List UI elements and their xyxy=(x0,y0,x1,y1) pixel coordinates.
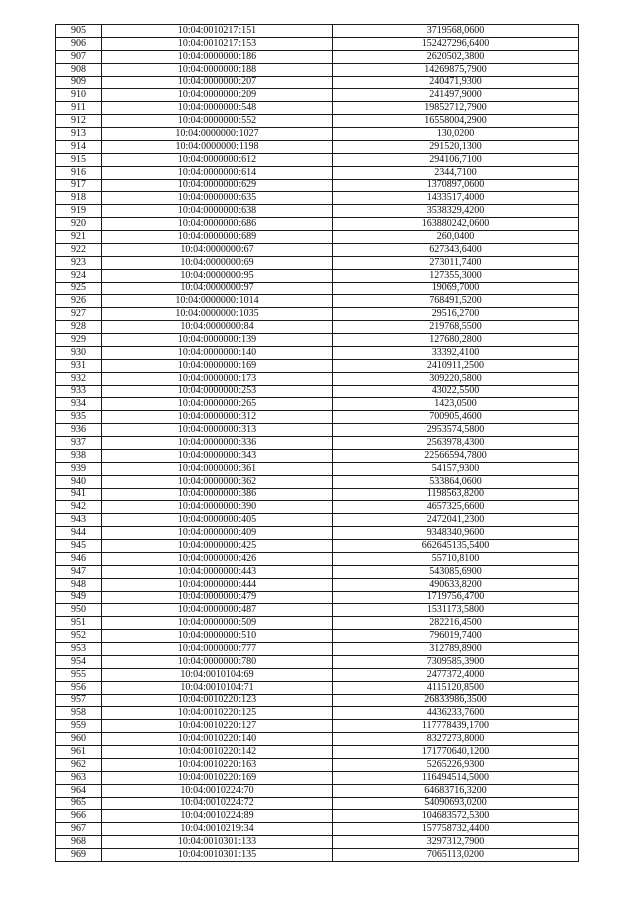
cadastral-number-cell: 10:04:0000000:443 xyxy=(102,565,333,578)
table-row xyxy=(56,205,579,218)
table-row xyxy=(56,243,579,256)
cadastral-number-cell: 10:04:0000000:1027 xyxy=(102,128,333,141)
value-cell: 796019,7400 xyxy=(333,630,579,643)
value-cell: 4657325,6600 xyxy=(333,501,579,514)
row-number-cell: 932 xyxy=(56,372,102,385)
cadastral-number-cell: 10:04:0000000:405 xyxy=(102,514,333,527)
cadastral-number-cell: 10:04:0000000:777 xyxy=(102,643,333,656)
value-cell: 294106,7100 xyxy=(333,153,579,166)
cadastral-number-cell: 10:04:0000000:686 xyxy=(102,218,333,231)
table-row xyxy=(56,37,579,50)
table-row xyxy=(56,411,579,424)
cadastral-number-cell: 10:04:0010301:133 xyxy=(102,836,333,849)
value-cell: 26833986,3500 xyxy=(333,694,579,707)
cadastral-number-cell: 10:04:0000000:336 xyxy=(102,437,333,450)
row-number-cell: 933 xyxy=(56,385,102,398)
value-cell: 241497,9000 xyxy=(333,89,579,102)
cadastral-number-cell: 10:04:0000000:1198 xyxy=(102,140,333,153)
table-row xyxy=(56,166,579,179)
cadastral-number-cell: 10:04:0000000:509 xyxy=(102,617,333,630)
table-row xyxy=(56,50,579,63)
cadastral-number-cell: 10:04:0010220:127 xyxy=(102,720,333,733)
value-cell: 273011,7400 xyxy=(333,256,579,269)
table-row xyxy=(56,231,579,244)
value-cell: 33392,4100 xyxy=(333,346,579,359)
row-number-cell: 965 xyxy=(56,797,102,810)
value-cell: 117778439,1700 xyxy=(333,720,579,733)
value-cell: 260,0400 xyxy=(333,231,579,244)
value-cell: 2344,7100 xyxy=(333,166,579,179)
table-row xyxy=(56,707,579,720)
table-row xyxy=(56,256,579,269)
table-row xyxy=(56,128,579,141)
table-row xyxy=(56,295,579,308)
row-number-cell: 960 xyxy=(56,733,102,746)
table-row xyxy=(56,334,579,347)
row-number-cell: 969 xyxy=(56,849,102,862)
table-row xyxy=(56,385,579,398)
row-number-cell: 916 xyxy=(56,166,102,179)
cadastral-number-cell: 10:04:0000000:614 xyxy=(102,166,333,179)
table-row xyxy=(56,643,579,656)
cadastral-number-cell: 10:04:0010224:89 xyxy=(102,810,333,823)
table-row xyxy=(56,102,579,115)
row-number-cell: 913 xyxy=(56,128,102,141)
value-cell: 152427296,6400 xyxy=(333,37,579,50)
row-number-cell: 947 xyxy=(56,565,102,578)
value-cell: 9348340,9600 xyxy=(333,527,579,540)
table-row xyxy=(56,140,579,153)
table-row xyxy=(56,282,579,295)
row-number-cell: 944 xyxy=(56,527,102,540)
row-number-cell: 946 xyxy=(56,552,102,565)
row-number-cell: 942 xyxy=(56,501,102,514)
row-number-cell: 959 xyxy=(56,720,102,733)
cadastral-number-cell: 10:04:0000000:629 xyxy=(102,179,333,192)
row-number-cell: 919 xyxy=(56,205,102,218)
row-number-cell: 956 xyxy=(56,681,102,694)
value-cell: 19069,7000 xyxy=(333,282,579,295)
cadastral-number-cell: 10:04:0000000:361 xyxy=(102,462,333,475)
value-cell: 3297312,7900 xyxy=(333,836,579,849)
table-row xyxy=(56,179,579,192)
table-row xyxy=(56,514,579,527)
cadastral-number-cell: 10:04:0000000:635 xyxy=(102,192,333,205)
row-number-cell: 906 xyxy=(56,37,102,50)
value-cell: 2472041,2300 xyxy=(333,514,579,527)
table-row xyxy=(56,771,579,784)
value-cell: 1719756,4700 xyxy=(333,591,579,604)
value-cell: 2477372,4000 xyxy=(333,668,579,681)
value-cell: 54090693,0200 xyxy=(333,797,579,810)
row-number-cell: 926 xyxy=(56,295,102,308)
cadastral-number-cell: 10:04:0000000:188 xyxy=(102,63,333,76)
value-cell: 116494514,5000 xyxy=(333,771,579,784)
value-cell: 4115120,8500 xyxy=(333,681,579,694)
table-row xyxy=(56,604,579,617)
table-row xyxy=(56,359,579,372)
value-cell: 2953574,5800 xyxy=(333,424,579,437)
value-cell: 55710,8100 xyxy=(333,552,579,565)
row-number-cell: 924 xyxy=(56,269,102,282)
row-number-cell: 915 xyxy=(56,153,102,166)
value-cell: 163880242,0600 xyxy=(333,218,579,231)
cadastral-number-cell: 10:04:0000000:689 xyxy=(102,231,333,244)
row-number-cell: 907 xyxy=(56,50,102,63)
table-row xyxy=(56,192,579,205)
row-number-cell: 945 xyxy=(56,540,102,553)
cadastral-number-cell: 10:04:0000000:612 xyxy=(102,153,333,166)
table-row xyxy=(56,552,579,565)
cadastral-number-cell: 10:04:0000000:780 xyxy=(102,655,333,668)
row-number-cell: 930 xyxy=(56,346,102,359)
row-number-cell: 943 xyxy=(56,514,102,527)
table-row xyxy=(56,668,579,681)
value-cell: 219768,5500 xyxy=(333,321,579,334)
row-number-cell: 952 xyxy=(56,630,102,643)
table-row xyxy=(56,797,579,810)
cadastral-number-cell: 10:04:0000000:1014 xyxy=(102,295,333,308)
cadastral-number-cell: 10:04:0000000:362 xyxy=(102,475,333,488)
value-cell: 2620502,3800 xyxy=(333,50,579,63)
row-number-cell: 917 xyxy=(56,179,102,192)
row-number-cell: 962 xyxy=(56,758,102,771)
table-row xyxy=(56,437,579,450)
value-cell: 627343,6400 xyxy=(333,243,579,256)
cadastral-number-cell: 10:04:0000000:548 xyxy=(102,102,333,115)
table-row xyxy=(56,346,579,359)
value-cell: 4436233,7600 xyxy=(333,707,579,720)
table-row xyxy=(56,681,579,694)
cadastral-number-cell: 10:04:0000000:425 xyxy=(102,540,333,553)
row-number-cell: 920 xyxy=(56,218,102,231)
value-cell: 157758732,4400 xyxy=(333,823,579,836)
value-cell: 543085,6900 xyxy=(333,565,579,578)
table-row xyxy=(56,746,579,759)
value-cell: 282216,4500 xyxy=(333,617,579,630)
row-number-cell: 954 xyxy=(56,655,102,668)
table-row xyxy=(56,372,579,385)
table-row xyxy=(56,488,579,501)
row-number-cell: 950 xyxy=(56,604,102,617)
value-cell: 7309585,3900 xyxy=(333,655,579,668)
value-cell: 8327273,8000 xyxy=(333,733,579,746)
cadastral-number-cell: 10:04:0000000:409 xyxy=(102,527,333,540)
value-cell: 5265226,9300 xyxy=(333,758,579,771)
row-number-cell: 948 xyxy=(56,578,102,591)
row-number-cell: 949 xyxy=(56,591,102,604)
table-row xyxy=(56,630,579,643)
value-cell: 490633,8200 xyxy=(333,578,579,591)
table-row xyxy=(56,655,579,668)
row-number-cell: 941 xyxy=(56,488,102,501)
table-row xyxy=(56,89,579,102)
cadastral-number-cell: 10:04:0000000:84 xyxy=(102,321,333,334)
table-row xyxy=(56,321,579,334)
cadastral-number-cell: 10:04:0000000:139 xyxy=(102,334,333,347)
row-number-cell: 936 xyxy=(56,424,102,437)
cadastral-number-cell: 10:04:0000000:67 xyxy=(102,243,333,256)
row-number-cell: 925 xyxy=(56,282,102,295)
cadastral-number-cell: 10:04:0000000:186 xyxy=(102,50,333,63)
value-cell: 700905,4600 xyxy=(333,411,579,424)
row-number-cell: 914 xyxy=(56,140,102,153)
row-number-cell: 931 xyxy=(56,359,102,372)
cadastral-number-cell: 10:04:0000000:386 xyxy=(102,488,333,501)
cadastral-number-cell: 10:04:0010224:70 xyxy=(102,784,333,797)
value-cell: 127680,2800 xyxy=(333,334,579,347)
table-row xyxy=(56,565,579,578)
cadastral-number-cell: 10:04:0000000:95 xyxy=(102,269,333,282)
row-number-cell: 937 xyxy=(56,437,102,450)
row-number-cell: 958 xyxy=(56,707,102,720)
cadastral-number-cell: 10:04:0010301:135 xyxy=(102,849,333,862)
table-row xyxy=(56,449,579,462)
row-number-cell: 957 xyxy=(56,694,102,707)
cadastral-number-cell: 10:04:0000000:253 xyxy=(102,385,333,398)
table-row xyxy=(56,836,579,849)
table-row xyxy=(56,540,579,553)
row-number-cell: 939 xyxy=(56,462,102,475)
table-row xyxy=(56,475,579,488)
table-row xyxy=(56,527,579,540)
value-cell: 1531173,5800 xyxy=(333,604,579,617)
row-number-cell: 927 xyxy=(56,308,102,321)
value-cell: 7065113,0200 xyxy=(333,849,579,862)
table-row xyxy=(56,617,579,630)
row-number-cell: 921 xyxy=(56,231,102,244)
table-row xyxy=(56,849,579,862)
cadastral-number-cell: 10:04:0010104:71 xyxy=(102,681,333,694)
cadastral-number-cell: 10:04:0000000:1035 xyxy=(102,308,333,321)
cadastral-number-cell: 10:04:0000000:479 xyxy=(102,591,333,604)
cadastral-number-cell: 10:04:0000000:207 xyxy=(102,76,333,89)
cadastral-number-cell: 10:04:0000000:265 xyxy=(102,398,333,411)
cadastral-number-cell: 10:04:0010220:140 xyxy=(102,733,333,746)
table-row xyxy=(56,591,579,604)
cadastral-number-cell: 10:04:0010224:72 xyxy=(102,797,333,810)
table-row xyxy=(56,76,579,89)
cadastral-number-cell: 10:04:0010220:163 xyxy=(102,758,333,771)
value-cell: 130,0200 xyxy=(333,128,579,141)
table-row xyxy=(56,823,579,836)
table-row xyxy=(56,308,579,321)
row-number-cell: 961 xyxy=(56,746,102,759)
table-row xyxy=(56,720,579,733)
cadastral-number-cell: 10:04:0000000:390 xyxy=(102,501,333,514)
row-number-cell: 905 xyxy=(56,25,102,38)
row-number-cell: 923 xyxy=(56,256,102,269)
row-number-cell: 963 xyxy=(56,771,102,784)
table-row xyxy=(56,501,579,514)
cadastral-number-cell: 10:04:0000000:69 xyxy=(102,256,333,269)
value-cell: 662645135,5400 xyxy=(333,540,579,553)
value-cell: 14269875,7900 xyxy=(333,63,579,76)
row-number-cell: 964 xyxy=(56,784,102,797)
value-cell: 3719568,0600 xyxy=(333,25,579,38)
table-row xyxy=(56,424,579,437)
value-cell: 1198563,8200 xyxy=(333,488,579,501)
row-number-cell: 940 xyxy=(56,475,102,488)
row-number-cell: 909 xyxy=(56,76,102,89)
table-row xyxy=(56,115,579,128)
cadastral-number-cell: 10:04:0010217:151 xyxy=(102,25,333,38)
value-cell: 309220,5800 xyxy=(333,372,579,385)
table-row xyxy=(56,462,579,475)
cadastral-value-table xyxy=(55,24,579,862)
table-row xyxy=(56,578,579,591)
table-row xyxy=(56,218,579,231)
value-cell: 768491,5200 xyxy=(333,295,579,308)
row-number-cell: 928 xyxy=(56,321,102,334)
table-row xyxy=(56,25,579,38)
row-number-cell: 938 xyxy=(56,449,102,462)
row-number-cell: 934 xyxy=(56,398,102,411)
cadastral-number-cell: 10:04:0000000:487 xyxy=(102,604,333,617)
row-number-cell: 951 xyxy=(56,617,102,630)
value-cell: 240471,9300 xyxy=(333,76,579,89)
cadastral-number-cell: 10:04:0000000:312 xyxy=(102,411,333,424)
row-number-cell: 953 xyxy=(56,643,102,656)
cadastral-number-cell: 10:04:0000000:426 xyxy=(102,552,333,565)
cadastral-number-cell: 10:04:0010217:153 xyxy=(102,37,333,50)
value-cell: 1423,0500 xyxy=(333,398,579,411)
value-cell: 2410911,2500 xyxy=(333,359,579,372)
cadastral-number-cell: 10:04:0000000:97 xyxy=(102,282,333,295)
cadastral-number-cell: 10:04:0000000:140 xyxy=(102,346,333,359)
value-cell: 22566594,7800 xyxy=(333,449,579,462)
value-cell: 54157,9300 xyxy=(333,462,579,475)
row-number-cell: 935 xyxy=(56,411,102,424)
cadastral-number-cell: 10:04:0000000:169 xyxy=(102,359,333,372)
value-cell: 2563978,4300 xyxy=(333,437,579,450)
row-number-cell: 966 xyxy=(56,810,102,823)
cadastral-number-cell: 10:04:0000000:343 xyxy=(102,449,333,462)
table-row xyxy=(56,733,579,746)
value-cell: 533864,0600 xyxy=(333,475,579,488)
cadastral-number-cell: 10:04:0000000:638 xyxy=(102,205,333,218)
cadastral-number-cell: 10:04:0010220:142 xyxy=(102,746,333,759)
value-cell: 64683716,3200 xyxy=(333,784,579,797)
cadastral-number-cell: 10:04:0010104:69 xyxy=(102,668,333,681)
row-number-cell: 918 xyxy=(56,192,102,205)
cadastral-number-cell: 10:04:0010220:123 xyxy=(102,694,333,707)
cadastral-number-cell: 10:04:0000000:173 xyxy=(102,372,333,385)
value-cell: 19852712,7900 xyxy=(333,102,579,115)
cadastral-number-cell: 10:04:0000000:313 xyxy=(102,424,333,437)
row-number-cell: 911 xyxy=(56,102,102,115)
table-row xyxy=(56,694,579,707)
cadastral-number-cell: 10:04:0000000:444 xyxy=(102,578,333,591)
value-cell: 127355,3000 xyxy=(333,269,579,282)
row-number-cell: 967 xyxy=(56,823,102,836)
value-cell: 291520,1300 xyxy=(333,140,579,153)
cadastral-number-cell: 10:04:0010220:125 xyxy=(102,707,333,720)
table-row xyxy=(56,784,579,797)
value-cell: 171770640,1200 xyxy=(333,746,579,759)
table-row xyxy=(56,810,579,823)
table-body xyxy=(56,25,579,862)
table-row xyxy=(56,758,579,771)
value-cell: 1433517,4000 xyxy=(333,192,579,205)
cadastral-number-cell: 10:04:0000000:552 xyxy=(102,115,333,128)
value-cell: 104683572,5300 xyxy=(333,810,579,823)
table-row xyxy=(56,398,579,411)
row-number-cell: 968 xyxy=(56,836,102,849)
value-cell: 1370897,0600 xyxy=(333,179,579,192)
cadastral-number-cell: 10:04:0000000:209 xyxy=(102,89,333,102)
row-number-cell: 955 xyxy=(56,668,102,681)
value-cell: 43022,5500 xyxy=(333,385,579,398)
value-cell: 3538329,4200 xyxy=(333,205,579,218)
table-row xyxy=(56,63,579,76)
row-number-cell: 929 xyxy=(56,334,102,347)
row-number-cell: 922 xyxy=(56,243,102,256)
cadastral-number-cell: 10:04:0010219:34 xyxy=(102,823,333,836)
row-number-cell: 908 xyxy=(56,63,102,76)
row-number-cell: 912 xyxy=(56,115,102,128)
cadastral-number-cell: 10:04:0000000:510 xyxy=(102,630,333,643)
value-cell: 312789,8900 xyxy=(333,643,579,656)
table-row xyxy=(56,153,579,166)
cadastral-number-cell: 10:04:0010220:169 xyxy=(102,771,333,784)
value-cell: 16558004,2900 xyxy=(333,115,579,128)
row-number-cell: 910 xyxy=(56,89,102,102)
table-row xyxy=(56,269,579,282)
value-cell: 29516,2700 xyxy=(333,308,579,321)
